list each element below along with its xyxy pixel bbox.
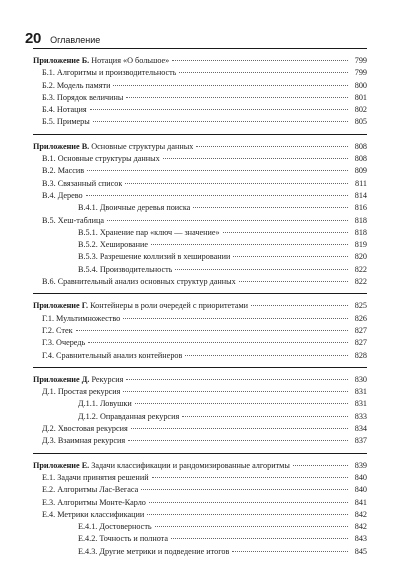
toc-subsection-entry bbox=[33, 264, 367, 276]
toc-entry-title: Г.2. Стек bbox=[42, 325, 73, 335]
dot-leader bbox=[113, 85, 348, 86]
toc-section-entry bbox=[33, 92, 367, 104]
toc-entry-title: В.5.1. Хранение пар «ключ — значение» bbox=[78, 227, 220, 237]
toc-subsection-entry bbox=[33, 546, 367, 558]
toc-entry-title: Е.2. Алгоритмы Лас-Вегаса bbox=[42, 485, 139, 495]
toc-page-number: 839 bbox=[354, 460, 367, 470]
appendix-label: Приложение В. bbox=[33, 141, 90, 151]
dot-leader bbox=[86, 195, 348, 196]
appendix-title: Основные структуры данных bbox=[91, 141, 194, 151]
table-of-contents bbox=[33, 48, 367, 563]
toc-page-number: 842 bbox=[354, 509, 367, 519]
toc-page-number: 840 bbox=[354, 485, 367, 495]
toc-entry-title: Д.1. Простая рекурсия bbox=[42, 387, 121, 397]
dot-leader bbox=[223, 232, 348, 233]
dot-leader bbox=[149, 502, 348, 503]
dot-leader bbox=[87, 170, 348, 171]
toc-section-entry bbox=[33, 509, 367, 521]
toc-page-number: 820 bbox=[354, 252, 367, 262]
toc-section-entry bbox=[33, 423, 367, 435]
toc-appendix-heading bbox=[33, 460, 367, 472]
toc-page-number: 822 bbox=[354, 264, 367, 274]
toc-section-entry bbox=[33, 472, 367, 484]
toc-page-number: 825 bbox=[354, 301, 367, 311]
toc-entry-title bbox=[33, 55, 169, 67]
toc-section-entry bbox=[33, 104, 367, 116]
toc-section-entry bbox=[33, 116, 367, 128]
toc-subsection-entry bbox=[33, 398, 367, 410]
toc-page-number: 816 bbox=[354, 203, 367, 213]
toc-appendix-heading bbox=[33, 55, 367, 67]
toc-entry-title: В.5.4. Производительность bbox=[78, 264, 173, 274]
toc-entry-title: Б.5. Примеры bbox=[42, 117, 90, 127]
dot-leader bbox=[193, 207, 348, 208]
dot-leader bbox=[151, 244, 348, 245]
dot-leader bbox=[123, 391, 348, 392]
toc-page-number: 831 bbox=[354, 399, 367, 409]
toc-section-entry bbox=[33, 190, 367, 202]
toc-entry-title: Г.4. Сравнительный анализ контейнеров bbox=[42, 350, 183, 360]
dot-leader bbox=[123, 318, 348, 319]
toc-page-number: 837 bbox=[354, 436, 367, 446]
appendix-label: Приложение Г. bbox=[33, 301, 89, 311]
page-header bbox=[25, 30, 100, 47]
dot-leader bbox=[152, 477, 348, 478]
dot-leader bbox=[163, 158, 348, 159]
toc-chapter bbox=[33, 134, 367, 294]
toc-entry-title: В.6. Сравнительный анализ основных структур данных bbox=[42, 277, 236, 287]
toc-entry-title bbox=[33, 460, 290, 472]
dot-leader bbox=[76, 330, 348, 331]
toc-page-number: 840 bbox=[354, 472, 367, 482]
toc-page-number: 808 bbox=[354, 154, 367, 164]
toc-page-number: 809 bbox=[354, 166, 367, 176]
toc-chapter bbox=[33, 293, 367, 366]
appendix-title: Задачи классификации и рандомизированные алгоритмы bbox=[91, 460, 290, 470]
toc-page-number: 808 bbox=[354, 141, 367, 151]
dot-leader bbox=[126, 379, 348, 380]
toc-entry-title: Б.4. Нотация bbox=[42, 105, 87, 115]
toc-section-entry bbox=[33, 386, 367, 398]
toc-entry-title: В.5.3. Разрешение коллизий в хешировании bbox=[78, 252, 231, 262]
toc-subsection-entry bbox=[33, 251, 367, 263]
toc-page-number: 822 bbox=[354, 277, 367, 287]
dot-leader bbox=[90, 109, 348, 110]
toc-entry-title: В.2. Массив bbox=[42, 166, 85, 176]
toc-section-entry bbox=[33, 435, 367, 447]
toc-section-entry bbox=[33, 178, 367, 190]
toc-page-number: 826 bbox=[354, 313, 367, 323]
appendix-label: Приложение Д. bbox=[33, 374, 90, 384]
appendix-title: Контейнеры в роли очередей с приоритетами bbox=[90, 301, 249, 311]
toc-entry-title: Б.2. Модель памяти bbox=[42, 80, 111, 90]
page-number: 20 bbox=[25, 30, 42, 47]
toc-appendix-heading bbox=[33, 374, 367, 386]
toc-page-number: 819 bbox=[354, 240, 367, 250]
dot-leader bbox=[251, 305, 348, 306]
toc-entry-title: Б.3. Порядок величины bbox=[42, 92, 124, 102]
toc-page-number: 845 bbox=[354, 546, 367, 556]
toc-page-number: 805 bbox=[354, 117, 367, 127]
toc-section-entry bbox=[33, 153, 367, 165]
dot-leader bbox=[233, 256, 348, 257]
toc-entry-title: Б.1. Алгоритмы и производительность bbox=[42, 68, 177, 78]
toc-entry-title: В.5.2. Хеширование bbox=[78, 240, 149, 250]
toc-page-number: 818 bbox=[354, 215, 367, 225]
toc-entry-title: Г.1. Мультимножество bbox=[42, 313, 121, 323]
toc-entry-title: В.4. Дерево bbox=[42, 190, 83, 200]
dot-leader bbox=[182, 416, 348, 417]
toc-page-number: 799 bbox=[354, 68, 367, 78]
dot-leader bbox=[93, 121, 348, 122]
appendix-title: Нотация «О большое» bbox=[91, 56, 170, 65]
toc-page-number: 799 bbox=[354, 56, 367, 65]
toc-entry-title bbox=[33, 300, 248, 312]
running-title: Оглавление bbox=[50, 35, 101, 45]
toc-subsection-entry bbox=[33, 411, 367, 423]
toc-entry-title: Д.2. Хвостовая рекурсия bbox=[42, 424, 128, 434]
appendix-label: Приложение Б. bbox=[33, 56, 90, 65]
toc-appendix-heading bbox=[33, 300, 367, 312]
toc-entry-title: В.4.1. Двоичные деревья поиска bbox=[78, 203, 191, 213]
toc-page-number: 814 bbox=[354, 190, 367, 200]
toc-section-entry bbox=[33, 350, 367, 362]
dot-leader bbox=[171, 538, 348, 539]
toc-section-entry bbox=[33, 497, 367, 509]
toc-entry-title bbox=[33, 374, 123, 386]
dot-leader bbox=[179, 72, 348, 73]
dot-leader bbox=[175, 269, 348, 270]
toc-subsection-entry bbox=[33, 533, 367, 545]
toc-section-entry bbox=[33, 484, 367, 496]
toc-appendix-heading bbox=[33, 141, 367, 153]
dot-leader bbox=[126, 97, 348, 98]
toc-subsection-entry bbox=[33, 521, 367, 533]
toc-page-number: 843 bbox=[354, 534, 367, 544]
dot-leader bbox=[172, 60, 348, 61]
dot-leader bbox=[141, 489, 348, 490]
toc-section-entry bbox=[33, 215, 367, 227]
dot-leader bbox=[125, 183, 348, 184]
toc-page-number: 802 bbox=[354, 105, 367, 115]
toc-page-number: 818 bbox=[354, 227, 367, 237]
dot-leader bbox=[185, 355, 348, 356]
dot-leader bbox=[107, 220, 348, 221]
toc-page-number: 827 bbox=[354, 325, 367, 335]
toc-page-number: 841 bbox=[354, 497, 367, 507]
dot-leader bbox=[131, 428, 348, 429]
toc-section-entry bbox=[33, 337, 367, 349]
toc-entry-title: Д.3. Взаимная рекурсия bbox=[42, 436, 126, 446]
dot-leader bbox=[88, 342, 348, 343]
toc-chapter bbox=[33, 48, 367, 134]
dot-leader bbox=[155, 526, 348, 527]
toc-page-number: 827 bbox=[354, 338, 367, 348]
toc-page-number: 842 bbox=[354, 522, 367, 532]
dot-leader bbox=[135, 403, 348, 404]
toc-entry-title: Е.1. Задачи принятия решений bbox=[42, 472, 149, 482]
toc-page-number: 828 bbox=[354, 350, 367, 360]
toc-subsection-entry bbox=[33, 227, 367, 239]
appendix-label: Приложение Е. bbox=[33, 460, 90, 470]
toc-entry-title bbox=[33, 141, 193, 153]
toc-page-number: 833 bbox=[354, 411, 367, 421]
toc-entry-title: Д.1.2. Оправданная рекурсия bbox=[78, 411, 180, 421]
toc-entry-title: Е.4. Метрики классификации bbox=[42, 509, 145, 519]
toc-entry-title: Е.4.3. Другие метрики и подведение итогов bbox=[78, 546, 230, 556]
dot-leader bbox=[128, 440, 348, 441]
toc-page-number: 830 bbox=[354, 374, 367, 384]
toc-entry-title: В.3. Связанный список bbox=[42, 178, 123, 188]
toc-chapter bbox=[33, 453, 367, 563]
dot-leader bbox=[196, 146, 348, 147]
toc-page-number: 800 bbox=[354, 80, 367, 90]
dot-leader bbox=[239, 281, 348, 282]
toc-entry-title: Е.4.1. Достоверность bbox=[78, 522, 152, 532]
toc-section-entry bbox=[33, 80, 367, 92]
toc-section-entry bbox=[33, 165, 367, 177]
toc-entry-title: Г.3. Очередь bbox=[42, 338, 86, 348]
toc-page-number: 811 bbox=[355, 178, 367, 188]
toc-chapter bbox=[33, 367, 367, 453]
toc-page-number: 831 bbox=[354, 387, 367, 397]
toc-entry-title: В.1. Основные структуры данных bbox=[42, 154, 160, 164]
toc-section-entry bbox=[33, 67, 367, 79]
toc-entry-title: Е.3. Алгоритмы Монте-Карло bbox=[42, 497, 146, 507]
dot-leader bbox=[147, 514, 348, 515]
toc-entry-title: В.5. Хеш-таблица bbox=[42, 215, 105, 225]
dot-leader bbox=[293, 465, 348, 466]
toc-section-entry bbox=[33, 313, 367, 325]
toc-entry-title: Д.1.1. Ловушки bbox=[78, 399, 132, 409]
toc-page-number: 801 bbox=[354, 92, 367, 102]
toc-entry-title: Е.4.2. Точность и полнота bbox=[78, 534, 168, 544]
toc-section-entry bbox=[33, 325, 367, 337]
toc-subsection-entry bbox=[33, 239, 367, 251]
dot-leader bbox=[232, 551, 348, 552]
toc-page-number: 834 bbox=[354, 424, 367, 434]
toc-section-entry bbox=[33, 276, 367, 288]
toc-subsection-entry bbox=[33, 202, 367, 214]
appendix-title: Рекурсия bbox=[91, 374, 124, 384]
